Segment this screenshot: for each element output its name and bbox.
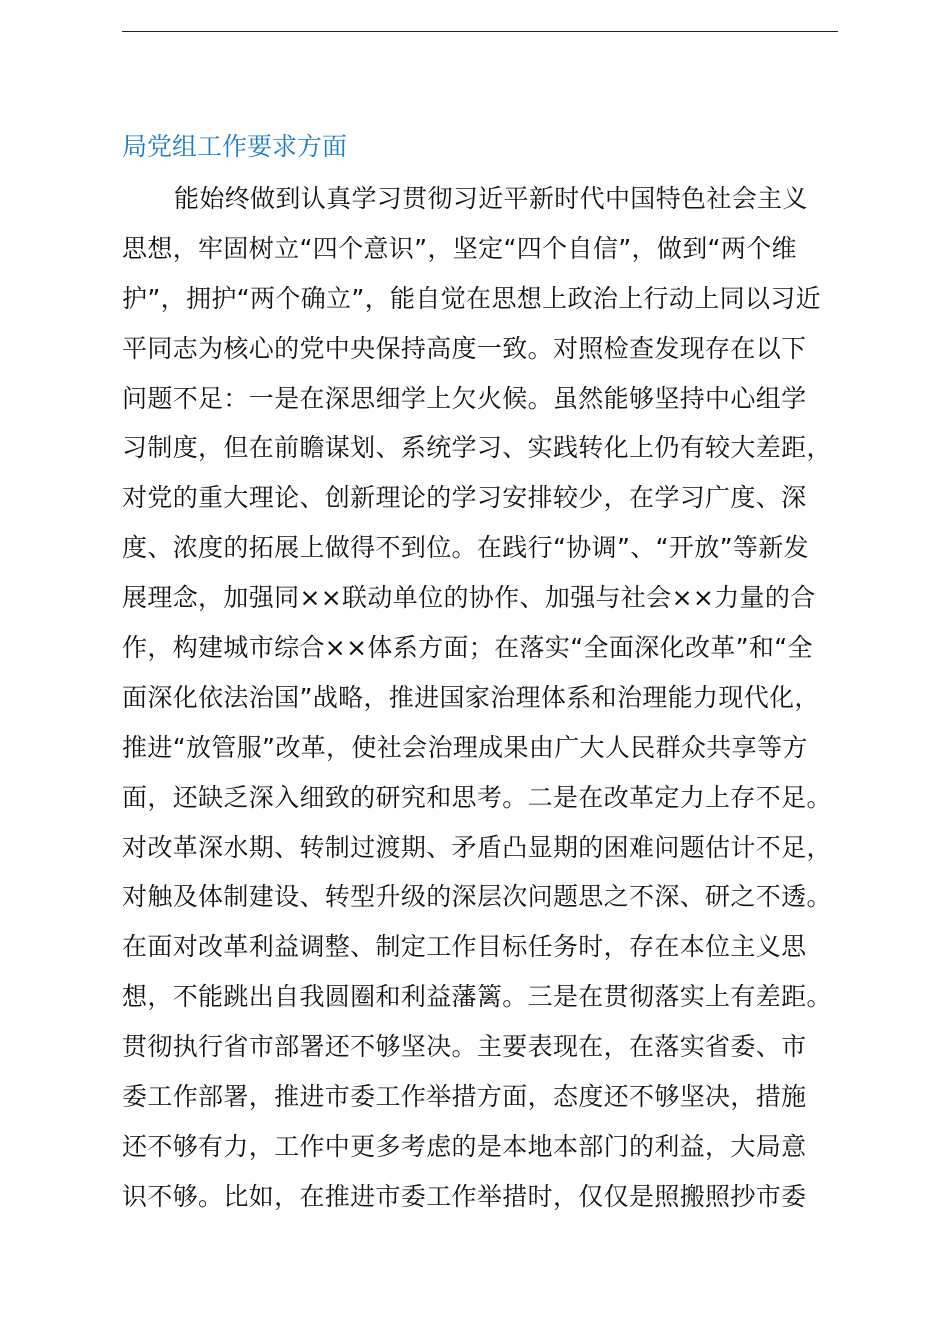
paragraph-line: 面深化依法治国”战略，推进国家治理体系和治理能力现代化， xyxy=(122,682,820,712)
paragraph-line: 思想，牢固树立“四个意识”，坚定“四个自信”，做到“两个维 xyxy=(122,233,797,263)
paragraph-line: 问题不足：一是在深思细学上欠火候。虽然能够坚持中心组学 xyxy=(122,383,807,413)
paragraph-line: 对触及体制建设、转型升级的深层次问题思之不深、研之不透。 xyxy=(122,882,832,912)
paragraph-line: 贯彻执行省市部署还不够坚决。主要表现在，在落实省委、市 xyxy=(122,1032,807,1062)
paragraph-line: 对党的重大理论、创新理论的学习安排较少，在学习广度、深 xyxy=(122,483,807,513)
paragraph-line: 委工作部署，推进市委工作举措方面，态度还不够坚决，措施 xyxy=(122,1082,807,1112)
paragraph-line: 作，构建城市综合××体系方面；在落实“全面深化改革”和“全 xyxy=(122,633,813,663)
paragraph-line: 度、浓度的拓展上做得不到位。在践行“协调”、“开放”等新发 xyxy=(122,533,809,563)
paragraph-line: 能始终做到认真学习贯彻习近平新时代中国特色社会主义 xyxy=(174,184,808,213)
paragraph-line: 平同志为核心的党中央保持高度一致。对照检查发现存在以下 xyxy=(122,333,807,363)
header-rule xyxy=(122,31,838,32)
body-paragraph xyxy=(122,177,862,1225)
paragraph-line: 想，不能跳出自我圆圈和利益藩篱。三是在贯彻落实上有差距。 xyxy=(122,982,832,1012)
paragraph-line: 展理念，加强同××联动单位的协作、加强与社会××力量的合 xyxy=(122,583,816,613)
paragraph-line: 在面对改革利益调整、制定工作目标任务时，存在本位主义思 xyxy=(122,932,807,962)
paragraph-line: 推进“放管服”改革，使社会治理成果由广大人民群众共享等方 xyxy=(122,732,808,762)
section-heading: 局党组工作要求方面 xyxy=(122,132,348,161)
paragraph-line: 识不够。比如，在推进市委工作举措时，仅仅是照搬照抄市委 xyxy=(122,1181,807,1211)
paragraph-line: 还不够有力，工作中更多考虑的是本地本部门的利益，大局意 xyxy=(122,1131,807,1161)
paragraph-line: 对改革深水期、转制过渡期、矛盾凸显期的困难问题估计不足， xyxy=(122,832,832,862)
paragraph-line: 护”，拥护“两个确立”，能自觉在思想上政治上行动上同以习近 xyxy=(122,283,822,313)
paragraph-line: 面，还缺乏深入细致的研究和思考。二是在改革定力上存不足。 xyxy=(122,782,832,812)
paragraph-line: 习制度，但在前瞻谋划、系统学习、实践转化上仍有较大差距， xyxy=(122,433,832,463)
